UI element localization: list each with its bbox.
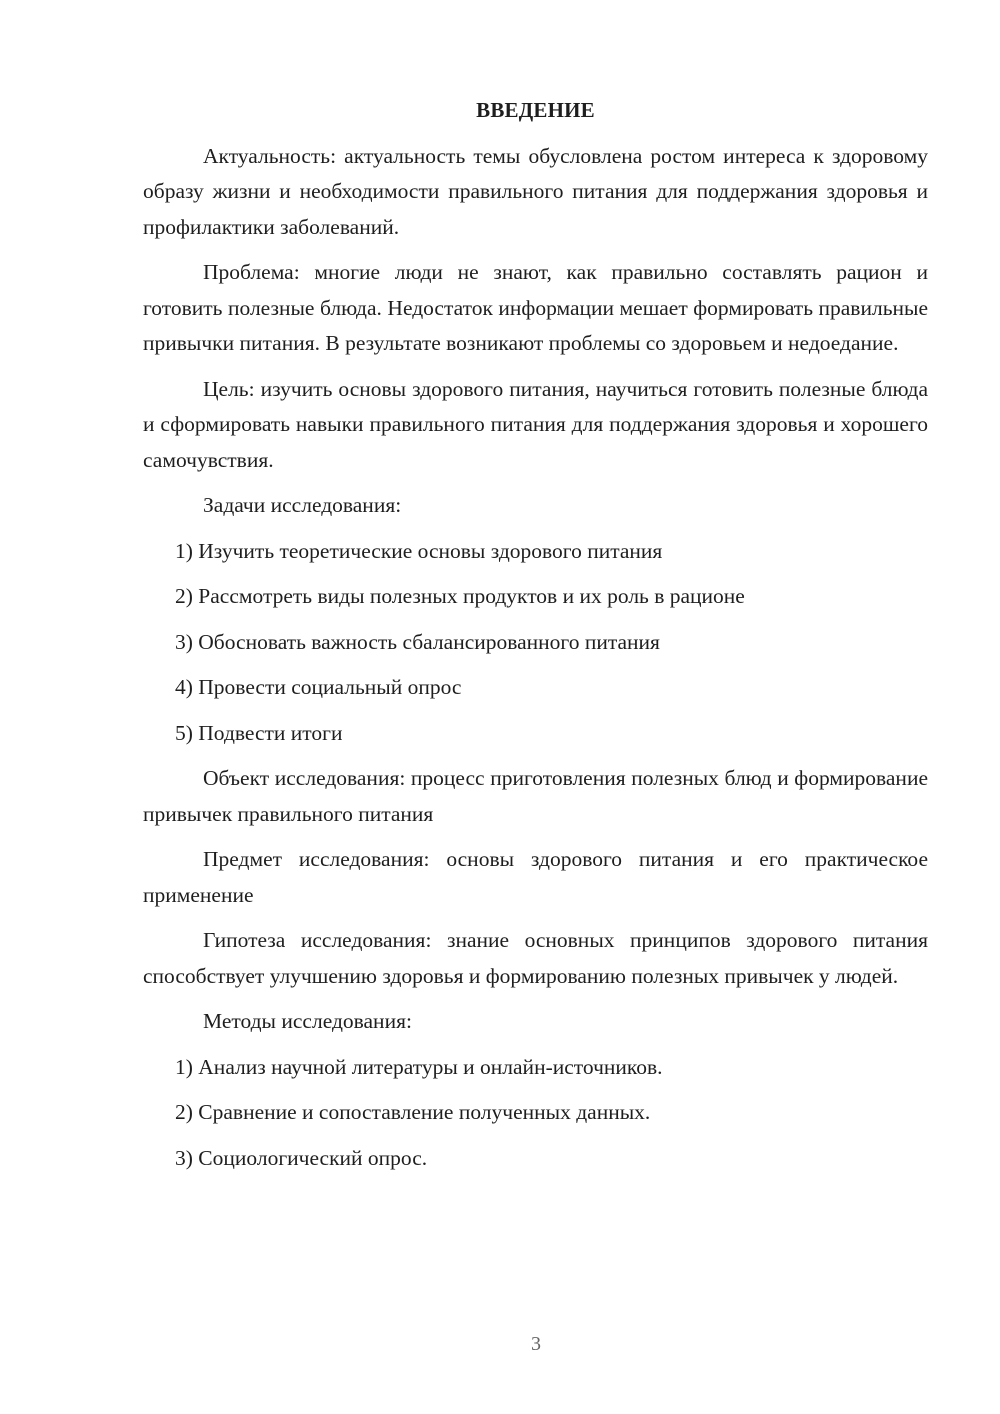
subject-paragraph: Предмет исследования: основы здорового питания и его практическое применение bbox=[143, 847, 928, 907]
list-item: 1) Изучить теоретические основы здорового питания bbox=[175, 538, 663, 563]
object-paragraph: Объект исследования: процесс приготовления полезных блюд и формирование привычек правильного питания bbox=[143, 766, 928, 826]
document-page bbox=[143, 93, 928, 1186]
section-heading: ВВЕДЕНИЕ bbox=[476, 98, 595, 122]
list-item: 1) Анализ научной литературы и онлайн-источников. bbox=[175, 1054, 663, 1079]
tasks-title: Задачи исследования: bbox=[203, 493, 402, 517]
list-item: 4) Провести социальный опрос bbox=[175, 675, 462, 699]
methods-title: Методы исследования: bbox=[203, 1009, 412, 1033]
list-item: 2) Рассмотреть виды полезных продуктов и их роль в рационе bbox=[175, 584, 745, 608]
page-number: 3 bbox=[531, 1333, 541, 1355]
tasks-list bbox=[143, 534, 928, 752]
problem-paragraph: Проблема: многие люди не знают, как правильно составлять рацион и готовить полезные блюда. Недостаток информации мешает формировать правильные привычки питания. В результате возникают проблемы со здоровьем и недоедание. bbox=[143, 260, 928, 355]
goal-paragraph: Цель: изучить основы здорового питания, научиться готовить полезные блюда и сформировать навыки правильного питания для поддержания здоровья и хорошего самочувствия. bbox=[143, 376, 928, 472]
relevance-paragraph: Актуальность: актуальность темы обусловлена ростом интереса к здоровому образу жизни и необходимости правильного питания для поддержания здоровья и профилактики заболеваний. bbox=[143, 143, 928, 239]
list-item: 3) Социологический опрос. bbox=[175, 1145, 428, 1170]
list-item: 2) Сравнение и сопоставление полученных данных. bbox=[175, 1100, 651, 1124]
hypothesis-paragraph: Гипотеза исследования: знание основных принципов здорового питания способствует улучшению здоровья и формированию полезных привычек у людей. bbox=[143, 928, 928, 988]
list-item: 5) Подвести итоги bbox=[175, 720, 343, 745]
list-item: 3) Обосновать важность сбалансированного питания bbox=[175, 629, 660, 654]
methods-list bbox=[143, 1050, 928, 1177]
